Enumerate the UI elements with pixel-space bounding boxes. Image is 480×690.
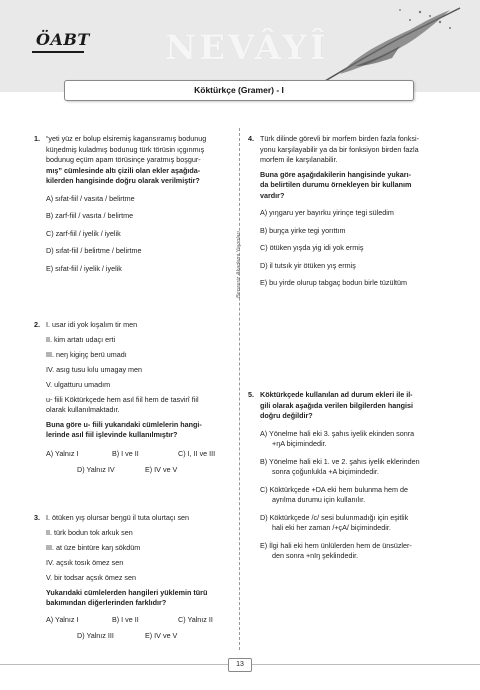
answer-option-e[interactable] bbox=[260, 541, 448, 562]
numbered-sentence: III. at üze bintüre kaŋ sökdüm bbox=[46, 543, 141, 552]
answer-option-d[interactable]: D) sıfat-fiil / belirtme / belirtme bbox=[46, 246, 142, 255]
numbered-sentence: I. ötüken yış olursar beŋgü il tuta olurtaçı sen bbox=[46, 513, 190, 522]
question-stem-line: kilerden hangisinde doğru olarak verilmiştir? bbox=[46, 176, 200, 185]
question-text-line: küŋedmiş kuladmış bodunug türk törüsin ıçgınmış bbox=[46, 144, 205, 154]
numbered-sentence: I. usar idi yok kışalım tir men bbox=[46, 320, 138, 329]
question-5 bbox=[248, 390, 448, 562]
numbered-sentence: V. bir todsar açsık ömez sen bbox=[46, 573, 137, 582]
option-line: +ŋA biçimindedir. bbox=[272, 439, 327, 448]
answer-option-e[interactable]: E) IV ve V bbox=[145, 631, 178, 640]
answer-option-d[interactable]: D) il tutsık yir ötüken yış ermiş bbox=[260, 260, 356, 270]
question-number: 4. bbox=[248, 134, 254, 143]
answer-option-c[interactable]: C) ötüken yışda yig idi yok ermiş bbox=[260, 243, 364, 252]
question-stem-line: gili olarak aşağıda verilen bilgilerden hangisi bbox=[260, 400, 413, 410]
option-line: D) Köktürkçede /c/ sesi bulunmadığı için eşitlik bbox=[260, 512, 409, 522]
option-line: E) İlgi hali eki hem ünlülerden hem de ünsüzler- bbox=[260, 540, 412, 550]
answer-option-c[interactable]: C) I, II ve III bbox=[178, 448, 216, 458]
option-line: B) Yönelme hali eki 1. ve 2. şahıs iyelik eklerinden bbox=[260, 456, 420, 466]
answer-option-e[interactable]: E) IV ve V bbox=[145, 465, 178, 474]
answer-option-a[interactable] bbox=[260, 429, 448, 450]
question-text-line: bodunug eçüm apam törüsinçe yaratmış boşgur- bbox=[46, 155, 201, 164]
answer-option-a[interactable]: A) Yalnız I bbox=[46, 614, 79, 624]
option-line: den sonra +nIŋ şeklindedir. bbox=[272, 551, 359, 560]
column-divider bbox=[239, 128, 240, 650]
section-title: Köktürkçe (Gramer) - I bbox=[64, 80, 414, 101]
quill-feather-icon bbox=[300, 2, 465, 92]
answer-option-d[interactable]: D) Yalnız III bbox=[77, 631, 114, 640]
question-stem-line: Buna göre aşağıdakilerin hangisinde yukarı- bbox=[260, 169, 411, 179]
question-stem-line: doğru değildir? bbox=[260, 411, 313, 420]
question-1 bbox=[34, 134, 234, 274]
question-stem-line: vardır? bbox=[260, 190, 285, 200]
question-intro-line: u- fiili Köktürkçede hem asıl fiil hem de tasvirî fiil bbox=[46, 394, 199, 404]
option-line: ayrılma durumu için kullanılır. bbox=[272, 495, 366, 504]
numbered-sentence: IV. asıg tusu kılu umagay men bbox=[46, 365, 143, 374]
question-intro-line: Türk dilinde görevli bir morfem birden fazla fonksi- bbox=[260, 134, 419, 143]
numbered-sentence: V. ulgatturu umadım bbox=[46, 380, 111, 389]
question-intro-line: yonu karşılayabilir ya da bir fonksiyon birden fazla bbox=[260, 144, 419, 154]
question-number: 5. bbox=[248, 390, 254, 399]
answer-option-c[interactable]: C) Yalnız II bbox=[178, 614, 213, 624]
question-2 bbox=[34, 320, 234, 476]
brand-title: NEVÂYÎ bbox=[165, 28, 329, 68]
numbered-sentence: IV. açsık tosık ömez sen bbox=[46, 558, 124, 567]
question-number: 2. bbox=[34, 320, 40, 329]
answer-option-a[interactable]: A) Yalnız I bbox=[46, 448, 79, 458]
question-stem-line: Köktürkçede kullanılan ad durum ekleri ile il- bbox=[260, 390, 413, 399]
page-number: 13 bbox=[228, 658, 252, 672]
question-text-line: “yeti yüz er bolup elsiremiş kagansıramış bodunug bbox=[46, 134, 207, 143]
question-4 bbox=[248, 134, 448, 289]
question-stem-line: lerinde asıl fiil işlevinde kullanılmıştır? bbox=[46, 430, 178, 439]
answer-option-a[interactable]: A) yıŋgaru yer bayırku yirinçe tegi süledim bbox=[260, 208, 394, 217]
answer-option-a[interactable]: A) sıfat-fiil / vasıta / belirtme bbox=[46, 193, 135, 203]
answer-option-b[interactable] bbox=[260, 457, 448, 478]
question-number: 3. bbox=[34, 513, 40, 522]
numbered-sentence: III. neŋ kigiŋç berü umadı bbox=[46, 350, 127, 359]
logo-underline bbox=[32, 51, 84, 53]
question-stem-line: da belirtilen durumu örnekleyen bir kullanım bbox=[260, 180, 412, 189]
question-intro-line: olarak kullanılmaktadır. bbox=[46, 405, 120, 414]
question-stem-line: mış” cümlesinde altı çizili olan ekler aşağıda- bbox=[46, 165, 201, 175]
publisher-vertical-text: Benzeriz Akademi Yayınları bbox=[236, 231, 242, 298]
numbered-sentence: II. kim artatı udaçı erti bbox=[46, 335, 116, 344]
question-stem-line: Buna göre u- fiili yukarıdaki cümlelerin hangi- bbox=[46, 419, 202, 429]
option-line: sonra çoğunlukla +A biçimindedir. bbox=[272, 467, 379, 476]
answer-option-c[interactable]: C) zarf-fiil / iyelik / iyelik bbox=[46, 228, 121, 238]
answer-option-b[interactable]: B) I ve II bbox=[112, 448, 139, 458]
answer-option-b[interactable]: B) I ve II bbox=[112, 614, 139, 624]
numbered-sentence: II. türk bodun tok arkuk sen bbox=[46, 528, 133, 537]
answer-option-c[interactable] bbox=[260, 485, 448, 506]
answer-option-d[interactable] bbox=[260, 513, 448, 534]
option-line: hali eki her zaman /+çA/ biçimindedir. bbox=[272, 523, 391, 532]
question-3 bbox=[34, 513, 234, 642]
answer-option-b[interactable]: B) zarf-fiil / vasıta / belirtme bbox=[46, 211, 134, 220]
publisher-logo: ÖABT bbox=[36, 30, 90, 49]
question-intro-line: morfem ile karşılanabilir. bbox=[260, 155, 338, 164]
option-line: A) Yönelme hali eki 3. şahıs iyelik ekinden sonra bbox=[260, 428, 415, 438]
question-number: 1. bbox=[34, 134, 40, 143]
answer-option-e[interactable]: E) sıfat-fiil / iyelik / iyelik bbox=[46, 263, 122, 273]
answer-option-e[interactable]: E) bu yirde olurup tabgaç bodun birle tüzültüm bbox=[260, 278, 408, 287]
answer-option-d[interactable]: D) Yalnız IV bbox=[77, 465, 115, 474]
question-stem-line: Yukarıdaki cümlelerden hangileri yüklemin türü bbox=[46, 587, 208, 597]
page-header bbox=[0, 0, 480, 92]
answer-option-b[interactable]: B) buŋça yirke tegi yorıttım bbox=[260, 225, 346, 235]
option-line: C) Köktürkçede +DA eki hem bulunma hem de bbox=[260, 484, 409, 494]
question-stem-line: bakımından diğerlerinden farklıdır? bbox=[46, 598, 167, 607]
